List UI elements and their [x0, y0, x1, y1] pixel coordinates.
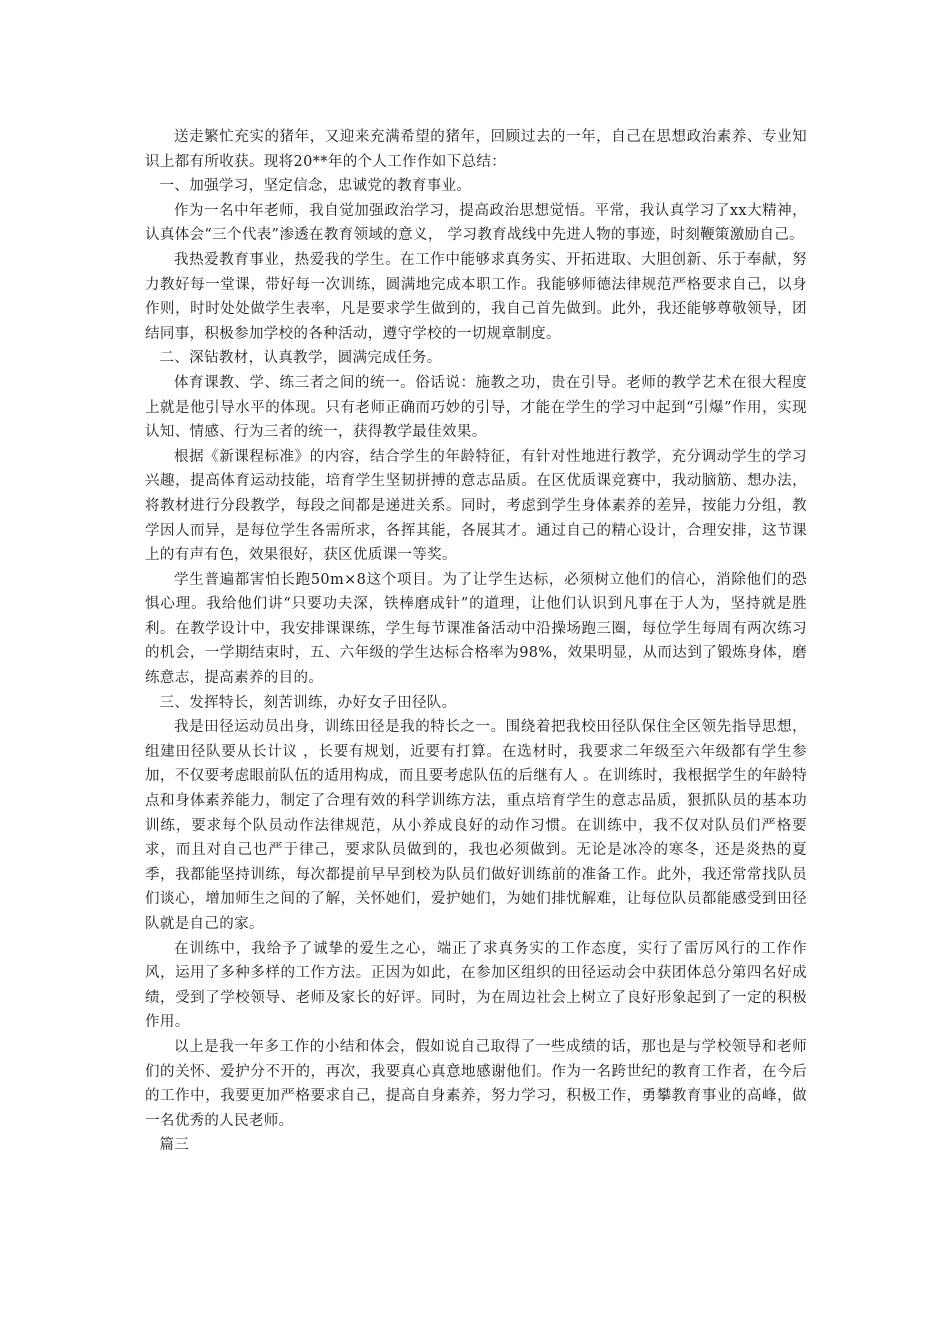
paragraph: 我是田径运动员出身，训练田径是我的特长之一。围绕着把我校田径队保住全区领先指导思想，组建田径队要从长计议 ，长要有规划，近要有打算。在选材时，我要求二年级至六年级都有学生参加，不仅要考虑眼前队伍的适用构成，而且要考虑队伍的后继有人 。在训练时，我根据学生的年龄特点和身体素养能力，制定了合理有效的科学训练方法，重点培育学生的意志品质，狠抓队员的基本功训练，要求每个队员动作法律规范，从小养成良好的动作习惯。在训练中，我不仅对队员们严格要求，而且对自己也严于律己，要求队员做到的，我也必须做到。无论是冰冷的寒冬，还是炎热的夏季，我都能坚持训练，每次都提前早早到校为队员们做好训练前的准备工作。此外，我还常常找队员们谈心，增加师生之间的了解，关怀她们，爱护她们，为她们排忧解难，让每位队员都能感受到田径队就是自己的家。 [145, 719, 807, 932]
intro-paragraph: 送走繁忙充实的猪年，又迎来充满希望的猪年，回顾过去的一年，自己在思想政治素养、专业知识上都有所收获。现将20**年的个人工作作如下总结： [145, 129, 807, 170]
paragraph: 学生普遍都害怕长跑50m×8这个项目。为了让学生达标，必须树立他们的信心，消除他们的恐惧心理。我给他们讲“只要功夫深，铁棒磨成针”的道理，让他们认识到凡事在于人为，坚持就是胜利。在教学设计中，我安排课课练，学生每节课准备活动中沿操场跑三圈，每位学生每周有两次练习的机会，一学期结束时，五、六年级的学生达标合格率为98%，效果明显，从而达到了锻炼身体，磨练意志，提高素养的目的。 [145, 571, 807, 687]
part-label: 篇三 [159, 1137, 190, 1154]
paragraph: 我热爱教育事业，热爱我的学生。在工作中能够求真务实、开拓进取、大胆创新、乐于奉献，努力教好每一堂课，带好每一次训练，圆满地完成本职工作。我能够师德法律规范严格要求自己，以身作则，时时处处做学生表率，凡是要求学生做到的，我自己首先做到。此外，我还能够尊敬领导，团结同事，积极参加学校的各种活动，遵守学校的一切规章制度。 [145, 251, 807, 342]
paragraph: 作为一名中年老师，我自觉加强政治学习，提高政治思想觉悟。平常，我认真学习了xx大精神，认真体会“三个代表”渗透在教育领域的意义， 学习教育战线中先进人物的事迹，时刻鞭策激励自己。 [145, 202, 807, 244]
section-heading-3: 三、发挥特长，刻苦训练，办好女子田径队。 [159, 694, 457, 711]
paragraph: 根据《新课程标准》的内容，结合学生的年龄特征，有针对性地进行教学，充分调动学生的学习兴趣，提高体育运动技能，培育学生坚韧拼搏的意志品质。在区优质课竞赛中，我动脑筋、想办法，将教材进行分段教学，每段之间都是递进关系。同时，考虑到学生身体素养的差异，按能力分组，教学因人而异，是每位学生各需所求，各挥其能，各展其才。通过自己的精心设计，合理安排，这节课上的有声有色，效果很好，获区优质课一等奖。 [145, 448, 807, 564]
paragraph: 体育课教、学、练三者之间的统一。俗话说：施教之功，贵在引导。老师的教学艺术在很大程度上就是他引导水平的体现。只有老师正确而巧妙的引导，才能在学生的学习中起到“引爆”作用，实现认知、情感、行为三者的统一，获得教学最佳效果。 [145, 374, 807, 441]
section-heading-1: 一、加强学习，坚定信念，忠诚党的教育事业。 [159, 178, 472, 195]
paragraph: 在训练中，我给予了诚挚的爱生之心，端正了求真务实的工作态度，实行了雷厉风行的工作作风，运用了多种多样的工作方法。正因为如此，在参加区组织的田径运动会中获团体总分第四名好成绩，受到了学校领导、老师及家长的好评。同时，为在周边社会上树立了良好形象起到了一定的积极作用。 [145, 940, 807, 1031]
document-body [145, 125, 807, 1158]
closing-paragraph: 以上是我一年多工作的小结和体会，假如说自己取得了一些成绩的话，那也是与学校领导和老师们的关怀、爱护分不开的，再次，我要真心真意地感谢他们。作为一名跨世纪的教育工作者，在今后的工作中，我要更加严格要求自己，提高自身素养，努力学习，积极工作，勇攀教育事业的高峰，做一名优秀的人民老师。 [145, 1038, 807, 1129]
section-heading-2: 二、深钻教材，认真教学，圆满完成任务。 [159, 350, 442, 367]
